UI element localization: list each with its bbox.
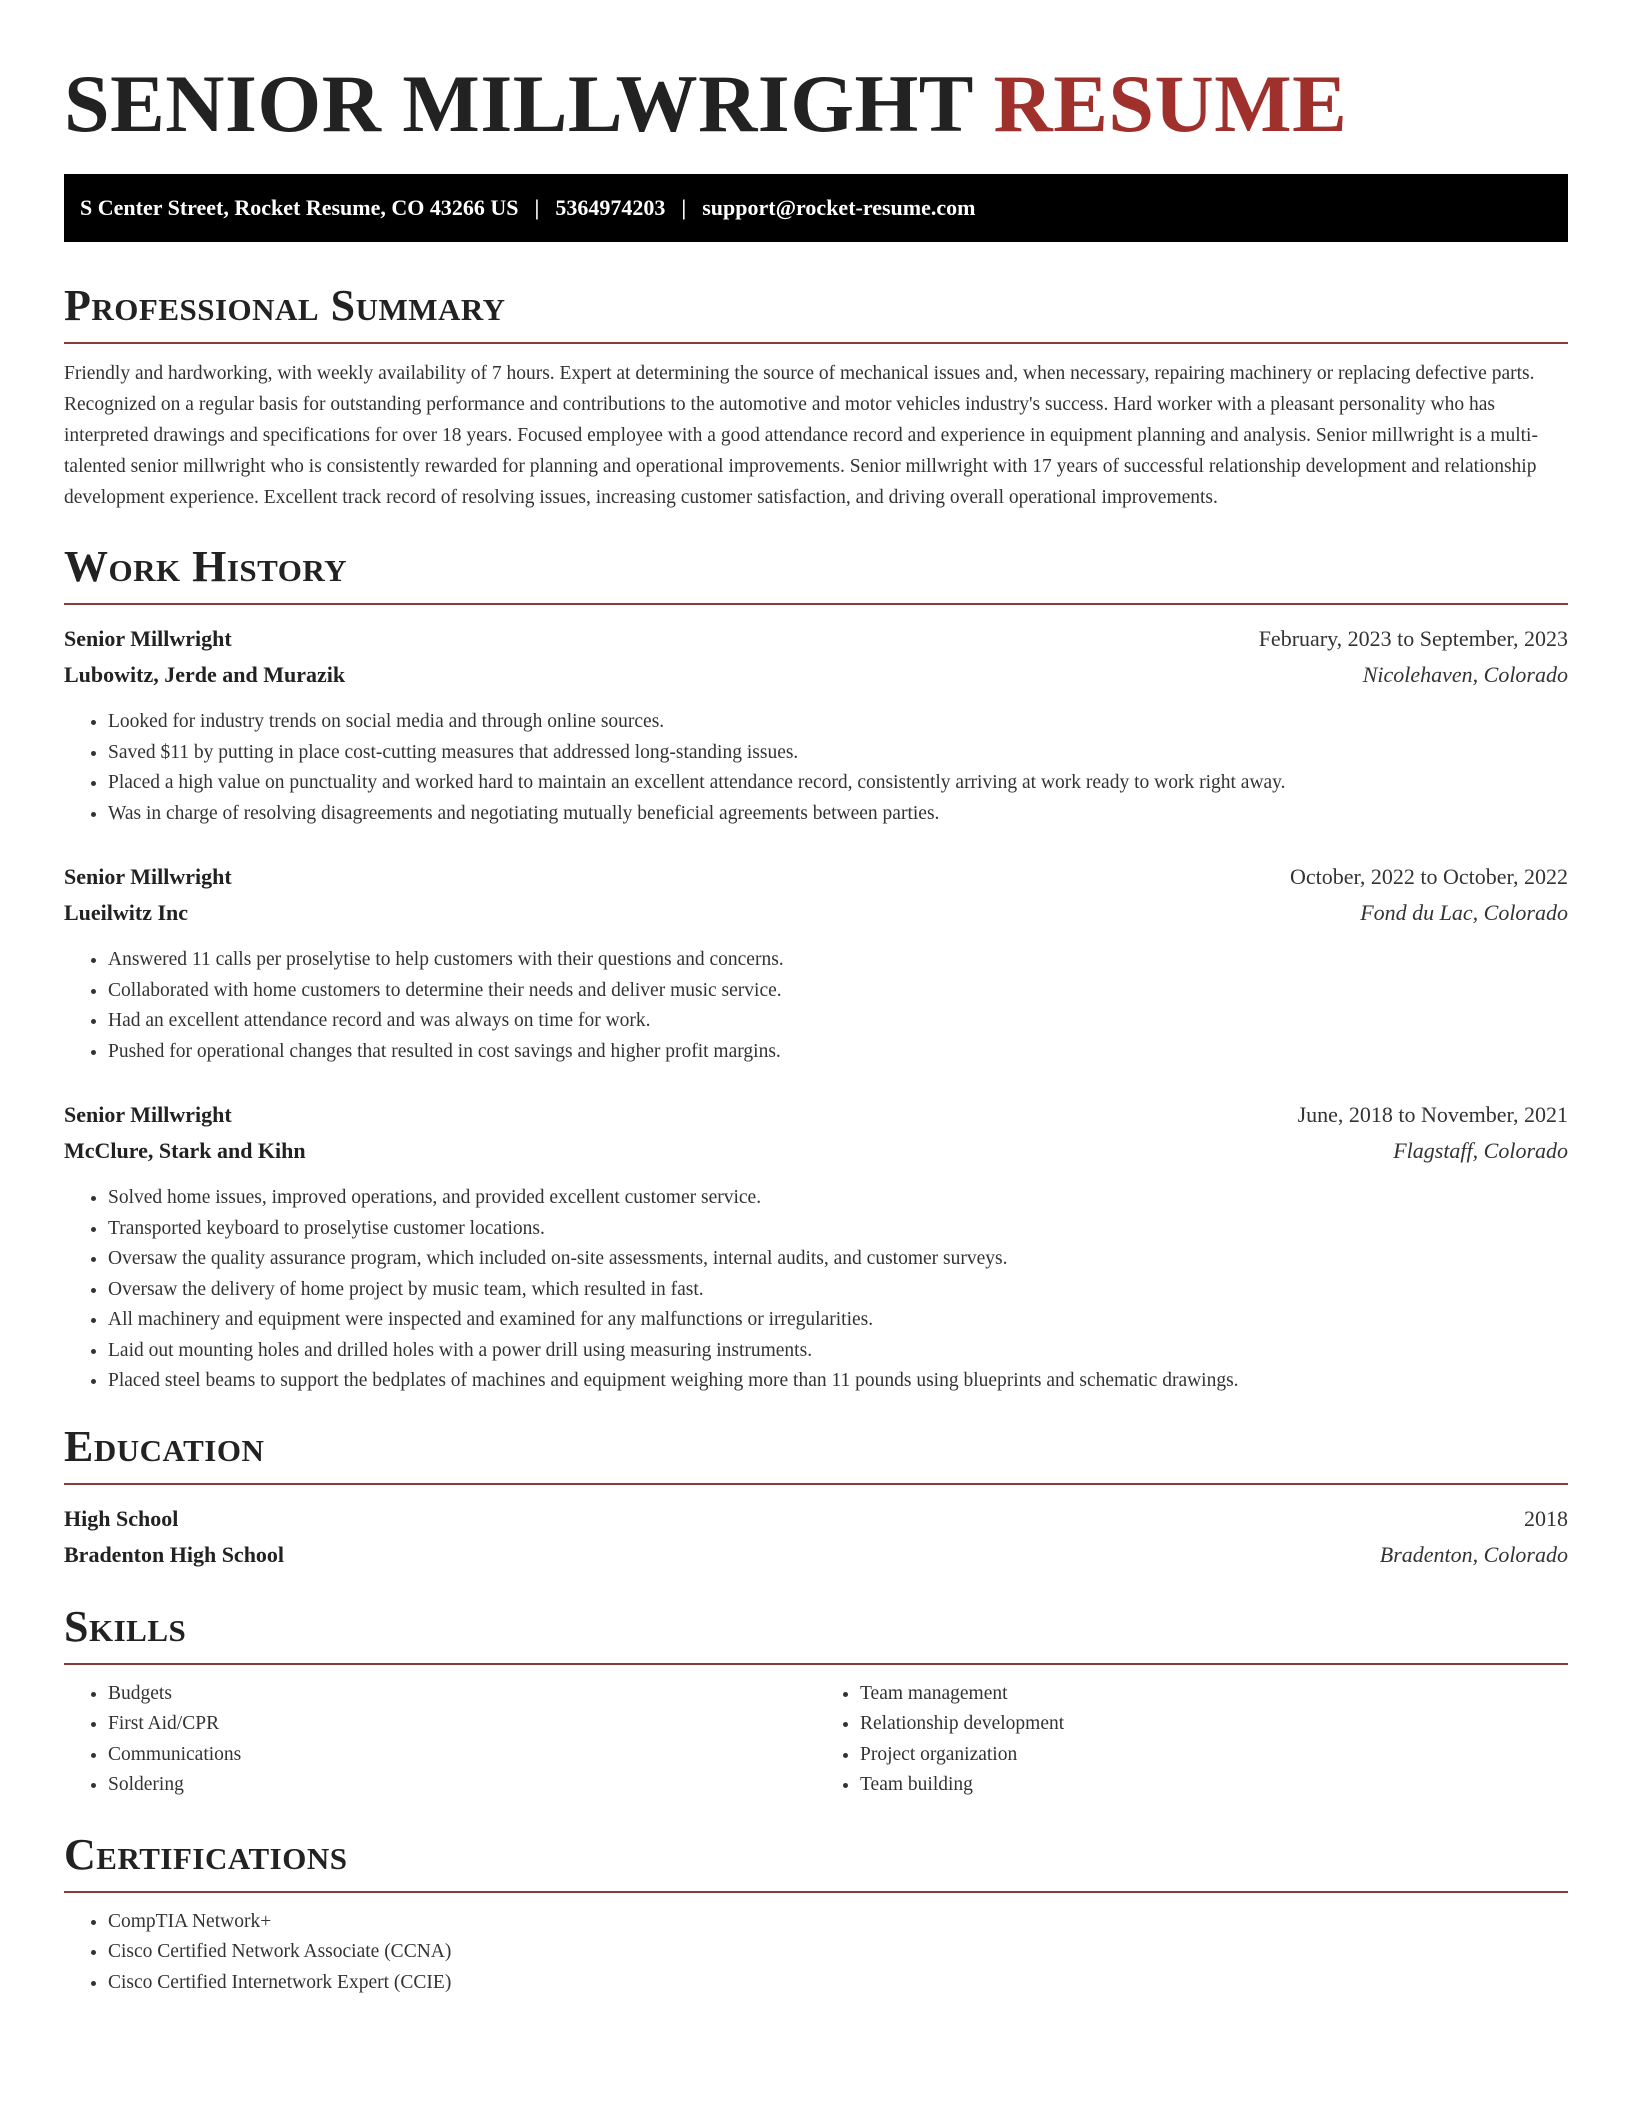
list-item: • All machinery and equipment were inspected and examined for any malfunctions or irregularities. bbox=[108, 1305, 1568, 1336]
section-heading-skills: Skills bbox=[64, 1601, 187, 1651]
certifications-section bbox=[64, 1831, 1568, 1999]
section-divider bbox=[64, 1663, 1568, 1665]
title-accent: RESUME bbox=[993, 58, 1348, 149]
section-divider bbox=[64, 1483, 1568, 1485]
list-item: • Transported keyboard to proselytise customer locations. bbox=[108, 1214, 1568, 1245]
education-header-row bbox=[64, 1501, 1568, 1537]
contact-address: S Center Street, Rocket Resume, CO 43266 US bbox=[80, 195, 519, 220]
list-item: • Placed a high value on punctuality and worked hard to maintain an excellent attendance record, consistently arriving at work ready to work right away. bbox=[108, 768, 1568, 799]
summary-section bbox=[64, 282, 1568, 513]
job-company: Lueilwitz Inc bbox=[64, 900, 189, 925]
job-bullet-list bbox=[64, 1183, 1568, 1397]
job-dates: June, 2018 to November, 2021 bbox=[1297, 1102, 1568, 1127]
section-divider bbox=[64, 1891, 1568, 1893]
section-heading-summary: Professional Summary bbox=[64, 281, 506, 330]
skills-list-right bbox=[816, 1679, 1568, 1801]
summary-text: Friendly and hardworking, with weekly availability of 7 hours. Expert at determining the source of mechanical issues and, when necessary, repairing machinery or replacing defective parts. Recognized on a regular basis for outstanding performance and contributions to the automotive and motor vehicles industry's success. Hard worker with a pleasant personality who has interpreted drawings and specifications for over 18 years. Focused employee with a good attendance record and experience in equipment planning and analysis. Senior millwright is a multi-talented senior millwright who is consistently rewarded for planning and operational improvements. Senior millwright with 17 years of successful relationship development and relationship development experience. Excellent track record of resolving issues, increasing customer satisfaction, and driving overall operational improvements. bbox=[64, 363, 1538, 508]
section-divider bbox=[64, 342, 1568, 344]
education-location: Bradenton, Colorado bbox=[1379, 1541, 1568, 1567]
job-bullet-list bbox=[64, 945, 1568, 1067]
contact-bar bbox=[64, 174, 1568, 242]
education-degree: High School bbox=[64, 1505, 179, 1531]
skills-columns bbox=[64, 1679, 1568, 1801]
skills-section bbox=[64, 1603, 1568, 1801]
education-year: 2018 bbox=[1524, 1505, 1568, 1531]
list-item: • Looked for industry trends on social media and through online sources. bbox=[108, 707, 1568, 738]
job-entry bbox=[64, 859, 1568, 1067]
list-item: • Solved home issues, improved operations, and provided excellent customer service. bbox=[108, 1183, 1568, 1214]
list-item: • Placed steel beams to support the bedplates of machines and equipment weighing more than 11 pounds using blueprints and schematic drawings. bbox=[108, 1366, 1568, 1397]
education-entry bbox=[64, 1501, 1568, 1573]
job-header-row bbox=[64, 859, 1568, 895]
job-dates: October, 2022 to October, 2022 bbox=[1289, 864, 1568, 889]
job-header-row bbox=[64, 1097, 1568, 1133]
list-item: • Communications bbox=[108, 1740, 816, 1771]
contact-separator: | bbox=[681, 195, 687, 220]
list-item: • Laid out mounting holes and drilled holes with a power drill using measuring instruments. bbox=[108, 1336, 1568, 1367]
list-item: • First Aid/CPR bbox=[108, 1709, 816, 1740]
job-location: Fond du Lac, Colorado bbox=[1360, 900, 1568, 925]
education-school-row bbox=[64, 1537, 1568, 1573]
list-item: • Answered 11 calls per proselytise to help customers with their questions and concerns. bbox=[108, 945, 1568, 976]
list-item: • Had an excellent attendance record and was always on time for work. bbox=[108, 1006, 1568, 1037]
list-item: • Project organization bbox=[860, 1740, 1568, 1771]
job-title: Senior Millwright bbox=[64, 626, 232, 651]
job-title: Senior Millwright bbox=[64, 1102, 232, 1127]
job-entry bbox=[64, 1097, 1568, 1397]
job-title: Senior Millwright bbox=[64, 864, 232, 889]
certifications-list bbox=[64, 1907, 1568, 1999]
list-item: • Oversaw the quality assurance program, which included on-site assessments, internal audits, and customer surveys. bbox=[108, 1244, 1568, 1275]
contact-phone: 5364974203 bbox=[555, 195, 666, 220]
section-heading-education: Education bbox=[64, 1421, 265, 1471]
job-company-row bbox=[64, 657, 1568, 693]
job-header-row bbox=[64, 621, 1568, 657]
section-heading-work-history: Work History bbox=[64, 542, 348, 591]
list-item: • Cisco Certified Internetwork Expert (CCIE) bbox=[108, 1968, 1568, 1999]
contact-separator: | bbox=[534, 195, 540, 220]
list-item: • Cisco Certified Network Associate (CCNA) bbox=[108, 1937, 1568, 1968]
list-item: • Was in charge of resolving disagreements and negotiating mutually beneficial agreements between parties. bbox=[108, 799, 1568, 830]
job-location: Flagstaff, Colorado bbox=[1393, 1138, 1568, 1163]
list-item: • Budgets bbox=[108, 1679, 816, 1710]
section-heading-certifications: Certifications bbox=[64, 1829, 348, 1879]
education-school: Bradenton High School bbox=[64, 1541, 285, 1567]
job-company-row bbox=[64, 1133, 1568, 1169]
job-entry bbox=[64, 621, 1568, 829]
contact-email: support@rocket-resume.com bbox=[702, 195, 976, 220]
job-location: Nicolehaven, Colorado bbox=[1362, 662, 1568, 687]
education-section bbox=[64, 1423, 1568, 1573]
title-main: SENIOR MILLWRIGHT bbox=[64, 58, 994, 149]
list-item: • Saved $11 by putting in place cost-cutting measures that addressed long-standing issues. bbox=[108, 738, 1568, 769]
list-item: • Soldering bbox=[108, 1770, 816, 1801]
job-company: Lubowitz, Jerde and Murazik bbox=[64, 662, 346, 687]
job-dates: February, 2023 to September, 2023 bbox=[1258, 626, 1568, 651]
section-divider bbox=[64, 603, 1568, 605]
list-item: • Relationship development bbox=[860, 1709, 1568, 1740]
job-bullet-list bbox=[64, 707, 1568, 829]
resume-title bbox=[64, 56, 1568, 152]
skills-list-left bbox=[64, 1679, 816, 1801]
list-item: • Collaborated with home customers to determine their needs and deliver music service. bbox=[108, 976, 1568, 1007]
list-item: • Team management bbox=[860, 1679, 1568, 1710]
list-item: • Team building bbox=[860, 1770, 1568, 1801]
list-item: • CompTIA Network+ bbox=[108, 1907, 1568, 1938]
work-history-section bbox=[64, 543, 1568, 1397]
job-company-row bbox=[64, 895, 1568, 931]
job-company: McClure, Stark and Kihn bbox=[64, 1138, 306, 1163]
list-item: • Oversaw the delivery of home project by music team, which resulted in fast. bbox=[108, 1275, 1568, 1306]
list-item: • Pushed for operational changes that resulted in cost savings and higher profit margins. bbox=[108, 1037, 1568, 1068]
